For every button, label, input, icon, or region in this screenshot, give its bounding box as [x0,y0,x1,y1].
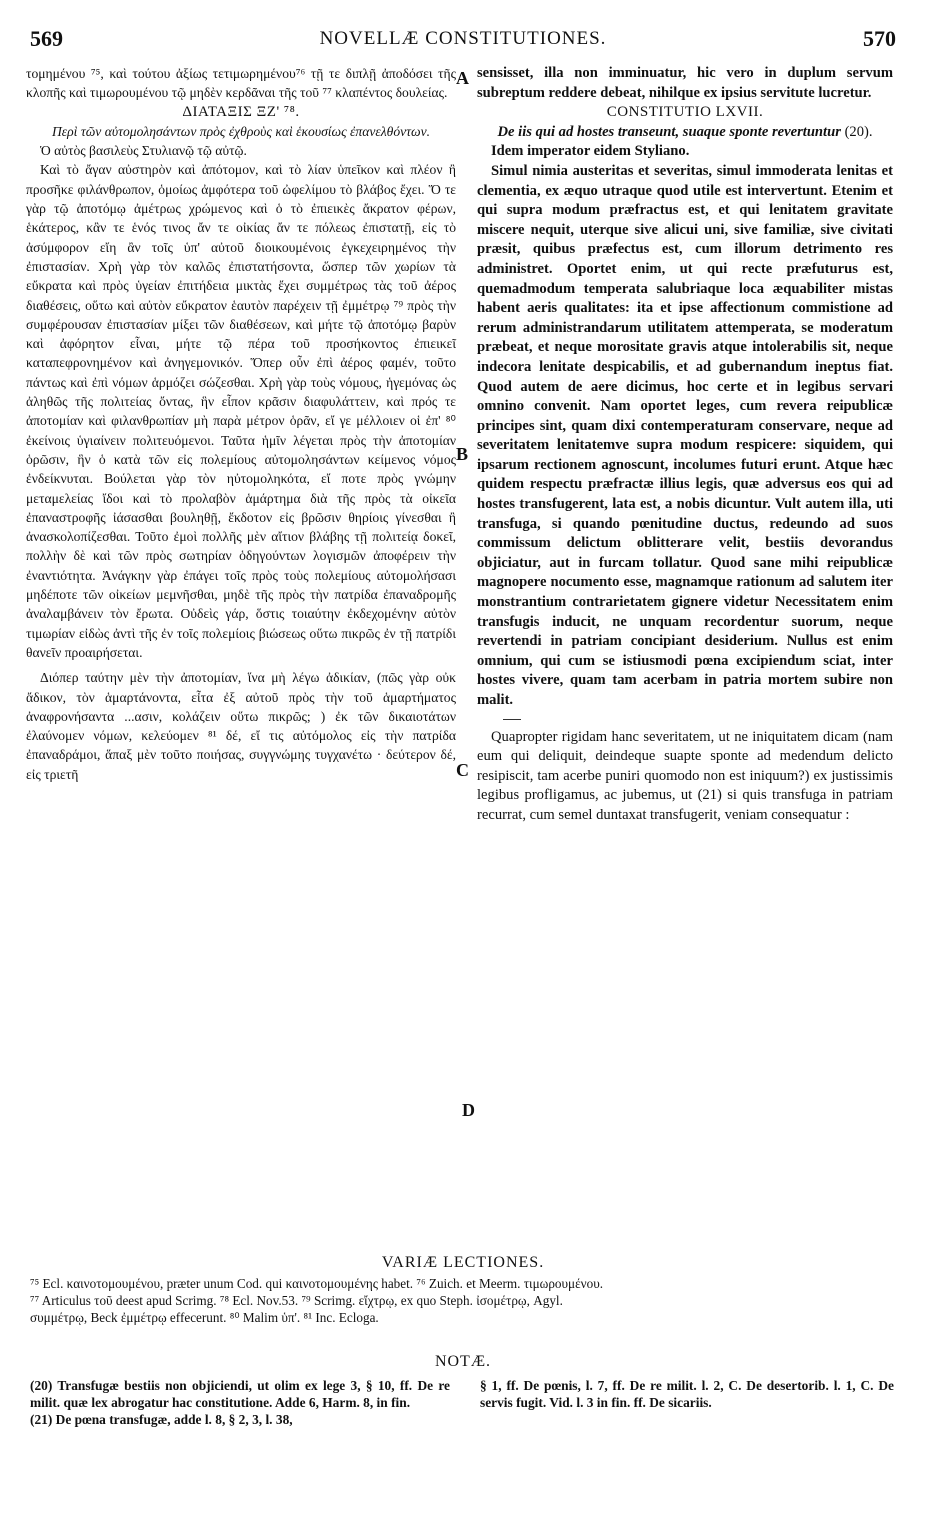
latin-constitution-heading: CONSTITUTIO LXVII. [606,104,764,121]
greek-column [26,64,456,784]
page-number-right: 570 [863,26,896,51]
latin-paragraph-2: Quapropter rigidam hanc severitatem, ut ne iniquitatem dicam (nam eum qui deliquit, deindeque suapte sponte ad medendum delicto resipiscit, tam acerbe puniri quomodo non est iniquum?) ex justissimis legibus profligamus, ac jubemus, ut (21) si quis transfuga in patriam recurrat, cum semel duntaxat transfugerit, veniam consequatur : [477,728,893,823]
page-number-left: 569 [30,26,63,51]
latin-column [477,64,893,826]
note-20: (20) Transfugæ bestiis non objiciendi, ut olim ex lege 3, § 10, ff. De re milit. quæ lex abrogatur hac constitutione. Adde 6, Harm. 8, in fin. [30,1378,450,1410]
latin-subtitle-note-ref: (20). [844,123,873,140]
running-title: NOVELLÆ CONSTITUTIONES. [319,28,607,49]
greek-constitution-heading: ΔΙΑΤΑΞΙΣ ΞΖ' ⁷⁸. [182,103,300,120]
latin-paragraph-1: Simul nimia austeritas et severitas, simul immoderata lenitas et clementia, ex æquo utraque quod utile est intervertunt. Etenim et qui supra modum præfractus est, et qui lenitatem gravitate miscere nequit, uterque sive alicui uni, sive familiæ, sive civitati præsit, quibus præfectus est, cum illorum detrimento res administret. Oportet enim, ut qui recte præfuturus est, quemadmodum temperata salubriaque loca æquabiliter mistas habent aeris qualitates: ita et ipse affectionum commistione ad rerum administrandarum utilitatem attemperata, se moderatum præbeat, et neque morositate gravis atque intolerabilis sit, neque indecora lenitate despicabilis, et ad gubernandum ineptus fiat. Quod autem de aere dicimus, hoc certe et in legibus servari omnino convenit. Nam oportet leges, cum revera reipublicæ principes sint, quam dixi contemperaturam conservare, neque ad severitatem lenitatemve supra modum respicere: siquidem, qui ipsarum rectionem agnoscunt, incolumes futuri erunt. Atque hæc quidem respectu præfractæ illius legis, quæ adversus eos qui ad hostes transfugerent, lata est, a nobis dicuntur. Vult autem illa, uti transfuga, si quando pœnitudine ductus, redeundo ad suos commissum delictum oblitterare velit, bestiis devorandus objiciatur, aut in furcam tollatur. Quod sane mihi reipublicæ magnopere nocumento esse, magnamque rationum ad salutem iter monstrantium contrarietatem gignere videtur Necessitatem enim transfugis inducit, ne unquam recordentur suorum, neque revertendi in patriam concipiant desiderium. Nullus est enim omnium, qui cum se istiusmodi pœna excipiendum sciat, inter hostes vivere, quam tam acerbam in patria mortem subire non malit. [477,162,893,708]
variae-line-2: ⁷⁷ Articulus τοῦ deest apud Scrimg. ⁷⁸ Ecl. Nov.53. ⁷⁹ Scrimg. εἴχτρῳ, ex quo Steph. ἰσομέτρῳ, Agyl. [30,1293,563,1308]
margin-letter-c: C [456,760,469,780]
margin-letter-d: D [462,1100,475,1120]
notae-right [480,1377,894,1411]
greek-continuation: τομημένου ⁷⁵, καὶ τούτου ἀξίως τετιμωρημένου⁷⁶ τῇ τε διπλῇ ἀποδόσει τῆς κλοπῆς καὶ τιμωρουμένου τῷ μηδὲν κερδᾶναι τῆς τοῦ ⁷⁷ κλαπέντος δουλείας. [26,66,456,101]
separator-rule [503,719,521,720]
latin-constitution-subtitle: De iis qui ad hostes transeunt, suaque sponte revertuntur [497,123,841,140]
note-20-continued: § 1, ff. De pœnis, l. 7, ff. De re milit. l. 2, C. De desertorib. l. 1, C. De servis fugit. Vid. l. 3 in fin. ff. De sicariis. [480,1378,894,1410]
variae-lectiones-heading: VARIÆ LECTIONES. [381,1254,545,1271]
greek-constitution-subtitle: Περὶ τῶν αὐτομολησάντων πρὸς ἐχθροὺς καὶ ἑκουσίως ἐπανελθόντων. [51,123,431,139]
greek-address: Ὁ αὐτὸς βασιλεὺς Στυλιανῷ τῷ αὐτῷ. [40,143,247,159]
variae-lectiones [30,1275,896,1326]
variae-line-3: συμμέτρῳ, Beck ἐμμέτρῳ effecerunt. ⁸⁰ Malim ὑπ'. ⁸¹ Inc. Ecloga. [30,1310,379,1325]
latin-continuation: sensisset, illa non imminuatur, hic vero in duplum servum subreptum reddere debeat, nihilque ex ipsius servitute lucretur. [477,65,893,101]
latin-subtitle-line [477,123,893,143]
page-header [30,26,896,56]
greek-paragraph-1: Καὶ τὸ ἄγαν αὐστηρὸν καὶ ἀπότομον, καὶ τὸ λίαν ὑπεῖκον καὶ πλέον ἢ προσῆκε φιλάνθρωπον, ὁμοίως ἀμφότερα τοῦ ὠφελίμου τὸ βλάβος ἔχει. Ὅ τε γὰρ τῷ ἀποτόμῳ ἀμέτρως χρώμενος καὶ ὁ τὸ ἐπιεικὲς ἄκρατον φέρων, ἑκάτερος, κἂν τε ἑνός τινος ἄν τε οἰκίας ἄν τε πόλεως ἐπιστατῇ, εἰς τὸ ἀσύμφορον εἴη ἂν τοῖς ὑπ' αὐτοῦ διοικουμένοις ἐγκεχειρημένος τὴν ἐπιστασίαν. Χρὴ γὰρ τὸν καλῶς ἐπιστατήσοντα, ὥσπερ τῶν χωρίων τὰ εὔκρατα καὶ πρὸς ὑγείαν ἐπιτήδεια μικτὰς ἔχει συμμέτρως τὰς τοῦ ἀέρος διαθέσεις, οὕτω καὶ αὐτὸν εὔκρατον ἑαυτὸν παρέχειν τῇ ἐμμέτρῳ ⁷⁹ πρὸς τὴν συμφέρουσαν ἐπιστασίαν μίξει τῶν διαθέσεων, καὶ μήτε τῷ ἀποτόμῳ βαρὺν καὶ ἀφόρητον εἶναι, μήτε τῷ πέρα τοῦ προσήκοντος ἐπιεικεῖ καταπεφρονημένον καὶ ἀνηγεμονικόν. Ὅπερ οὖν ἐπὶ ἀέρος φαμέν, τοῦτο πάντως καὶ ἐπὶ νόμων ἁρμόζει σώζεσθαι. Χρὴ γὰρ τοὺς νόμους, ἡγεμόνας ὡς ἀληθῶς τῆς πολιτείας ὄντας, ἣν εἶπον κρᾶσιν διαφυλάττειν, καὶ πρός τε ἀποτομίαν καὶ φιλανθρωπίαν μὴ παρὰ μέτρον ὁρᾶν, εἴ γε μέλλοιεν οἱ ἐπ' ⁸⁰ ἐκείνοις ὑγιαίνειν πολιτευόμενοι. Ταῦτα ἡμῖν λέγεται πρὸς τὴν ἀποτομίαν ὁρῶσιν, ἣν ὁ κατὰ τῶν εἰς πολεμίους αὐτομολησάντων κείμενος νόμος ἐνδείκνυται. Βούλεται γὰρ τὸν ηὐτομοληκότα, εἴ ποτε πρὸς γνώμην μεταμελείας ἴδοι καὶ τὸ προλαβὸν ἁμάρτημα διὰ τῆς πρὸς τὰ οἰκεῖα ἐπαναστροφῆς ἰάσασθαι βουληθῇ, ἔκδοτον εἰς βρῶσιν θηρίοις γίνεσθαι ἢ ἀνασκολοπίζεσθαι. Τοῦτο ἐμοὶ πολλῆς μὲν αἴτιον βλάβης τῇ πολιτείᾳ δοκεῖ, πολλὴν δὲ καὶ τῶν πρὸς σωτηρίαν ὁδηγούντων λογισμῶν ἀποφέρειν τὴν ἐναντιότητα. Ἀνάγκην γὰρ ἐπάγει τοῖς πρὸς τοὺς πολεμίους αὐτομολήσασι μηδέποτε τῶν οἰκείων μεμνῆσθαι, μηδὲ τῆς πρὸς τὴν πατρίδα ἐπαναδρομῆς ἀναλαμβάνειν τὸν ἔρωτα. Οὐδεὶς γάρ, ὅστις τοιαύτην ἐκδεχομένην αὐτὸν τιμωρίαν εἰδὼς ἀντὶ τῆς ἐν τοῖς πολεμίοις βιώσεως οὕτω πικρῶς ἐν τῇ πατρίδι θανεῖν προαιρήσεται. [26,162,456,660]
notae-left [30,1377,450,1428]
note-21: (21) De pœna transfugæ, adde l. 8, § 2, 3, l. 38, [30,1412,293,1427]
margin-letter-a: A [456,68,469,88]
greek-paragraph-2: Διόπερ ταύτην μὲν τὴν ἀποτομίαν, ἵνα μὴ λέγω ἀδικίαν, (πῶς γὰρ οὐκ ἄδικον, τὸν ἁμαρτάνοντα, εἶτα ἐξ αὐτοῦ πρὸς τὴν τοῦ ἁμαρτήματος ἀναφρονήσαντα ...ασιν, κολάζειν οὕτω πικρῶς; ) ἐκ τῶν δικαιοτάτων ἐλαύνομεν νόμων, κελεύομεν ⁸¹ δέ, εἴ τις αὐτόμολος εἰς τὴν πατρίδα ἐπαναδράμοι, ἅπαξ μὲν τοῦτο ποιήσας, συγγνώμης τυγχανέτω · δεύτερον δέ, εἰς τριετῆ [26,670,456,782]
notae-heading: NOTÆ. [434,1353,492,1370]
variae-line-1: ⁷⁵ Ecl. καινοτομουμένου, præter unum Cod. qui καινοτομουμένης habet. ⁷⁶ Zuich. et Meerm. τιμωρουμένου. [30,1276,604,1291]
latin-address: Idem imperator eidem Styliano. [491,143,690,160]
margin-letter-b: B [456,444,469,464]
